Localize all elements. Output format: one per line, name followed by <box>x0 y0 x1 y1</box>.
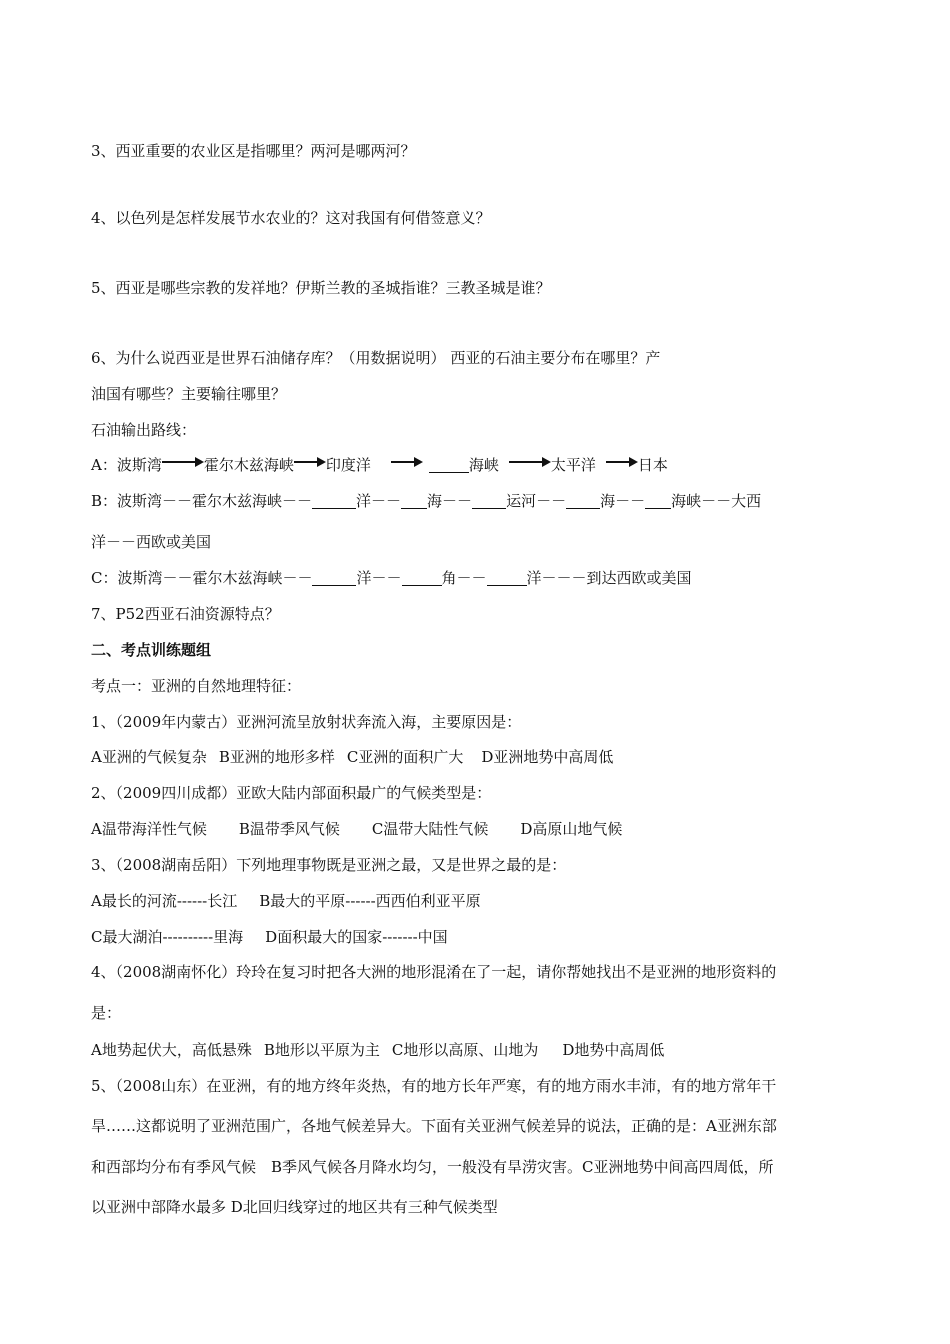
exercise-4-line1: 4、（2008湖南怀化）玲玲在复习时把各大洲的地形混淆在了一起，请你帮她找出不是亚洲的地形资料的 <box>91 963 777 981</box>
option-d: D地势中高周低 <box>562 1041 665 1059</box>
blank-line <box>645 492 671 509</box>
route-c-prefix: C：波斯湾－－霍尔木兹海峡－－ <box>91 569 313 587</box>
option-b: B亚洲的地形多样 <box>218 748 335 766</box>
arrow-right-icon <box>391 456 423 468</box>
blank-line <box>487 569 527 586</box>
blank-line <box>312 569 356 586</box>
blank-line <box>401 492 427 509</box>
route-b-line2: 洋－－西欧或美国 <box>91 533 212 551</box>
route-b-part-1: 洋－－ <box>356 492 402 510</box>
question-3: 3、西亚重要的农业区是指哪里？两河是哪两河？ <box>91 142 416 160</box>
option-a: A亚洲的气候复杂 <box>91 748 207 766</box>
exercise-1: 1、（2009年内蒙古）亚洲河流呈放射状奔流入海，主要原因是： <box>91 713 522 731</box>
blank-line <box>566 492 600 509</box>
exercise-5-line2: 旱……这都说明了亚洲范围广，各地气候差异大。下面有关亚洲气候差异的说法，正确的是：A亚洲东部 <box>91 1117 777 1135</box>
blank-line <box>402 569 442 586</box>
route-a-stop-4: 太平洋 <box>550 456 596 474</box>
exercise-4-line2: 是： <box>91 1004 122 1022</box>
route-b <box>91 491 866 511</box>
blank-line <box>429 456 469 473</box>
question-6-line1: 6、为什么说西亚是世界石油储存库？（用数据说明） 西亚的石油主要分布在哪里？产 <box>91 349 661 367</box>
route-a <box>91 455 866 475</box>
option-c: C最大湖泊----------里海 <box>91 928 244 946</box>
exercise-3-options-line2 <box>91 927 866 947</box>
option-c: C温带大陆性气候 <box>371 820 489 838</box>
question-7: 7、P52西亚石油资源特点？ <box>91 605 280 623</box>
exercise-1-options <box>91 747 866 767</box>
exercise-2-options <box>91 819 866 839</box>
route-b-part-5: 海峡－－大西 <box>671 492 762 510</box>
option-a: A地势起伏大，高低悬殊 <box>91 1041 252 1059</box>
route-b-part-3: 运河－－ <box>506 492 567 510</box>
option-b: B温带季风气候 <box>238 820 340 838</box>
question-4: 4、以色列是怎样发展节水农业的？这对我国有何借签意义？ <box>91 209 491 227</box>
exercise-3-options-line1 <box>91 891 866 911</box>
arrow-right-icon <box>509 456 551 468</box>
route-b-part-4: 海－－ <box>600 492 646 510</box>
question-6-line2: 油国有哪些？主要输往哪里？ <box>91 385 287 403</box>
exercise-5-line3: 和西部均分布有季风气候 B季风气候各月降水均匀，一般没有旱涝灾害。C亚洲地势中间高四周低，所 <box>91 1158 774 1176</box>
exercise-5-line1: 5、（2008山东）在亚洲，有的地方终年炎热，有的地方长年严寒，有的地方雨水丰沛，有的地方常年干 <box>91 1077 777 1095</box>
arrow-right-icon <box>606 456 638 468</box>
route-c-part-2: 角－－ <box>441 569 487 587</box>
route-c <box>91 568 866 588</box>
route-a-stop-5: 日本 <box>637 456 668 474</box>
option-c: C亚洲的面积广大 <box>346 748 464 766</box>
route-a-stop-2: 印度洋 <box>325 456 371 474</box>
option-d: D亚洲地势中高周低 <box>481 748 614 766</box>
blank-line <box>472 492 506 509</box>
option-b: B地形以平原为主 <box>263 1041 380 1059</box>
option-d: D高原山地气候 <box>520 820 623 838</box>
option-a: A温带海洋性气候 <box>91 820 207 838</box>
route-a-stop-1: 霍尔木兹海峡 <box>203 456 294 474</box>
option-c: C地形以高原、山地为 <box>391 1041 539 1059</box>
exercise-3: 3、（2008湖南岳阳）下列地理事物既是亚洲之最，又是世界之最的是： <box>91 856 567 874</box>
route-c-part-1: 洋－－ <box>356 569 402 587</box>
option-b: B最大的平原------西西伯利亚平原 <box>259 892 481 910</box>
topic-heading: 考点一：亚洲的自然地理特征： <box>91 677 302 695</box>
option-d: D面积最大的国家-------中国 <box>265 928 448 946</box>
exercise-5-line4: 以亚洲中部降水最多 D北回归线穿过的地区共有三种气候类型 <box>91 1198 498 1216</box>
arrow-right-icon <box>162 456 204 468</box>
section-heading: 二、考点训练题组 <box>91 641 212 659</box>
route-a-stop-3: 海峡 <box>468 456 499 474</box>
route-b-part-2: 海－－ <box>427 492 473 510</box>
exercise-2: 2、（2009四川成都）亚欧大陆内部面积最广的气候类型是： <box>91 784 492 802</box>
route-b-prefix: B：波斯湾－－霍尔木兹海峡－－ <box>91 492 313 510</box>
question-5: 5、西亚是哪些宗教的发祥地？伊斯兰教的圣城指谁？三教圣城是谁？ <box>91 279 551 297</box>
option-a: A最长的河流------长江 <box>91 892 238 910</box>
route-heading: 石油输出路线： <box>91 421 197 439</box>
route-a-prefix: A：波斯湾 <box>91 456 162 474</box>
exercise-4-options <box>91 1040 866 1060</box>
blank-line <box>312 492 356 509</box>
arrow-right-icon <box>294 456 326 468</box>
route-c-part-3: 洋－－－到达西欧或美国 <box>526 569 692 587</box>
